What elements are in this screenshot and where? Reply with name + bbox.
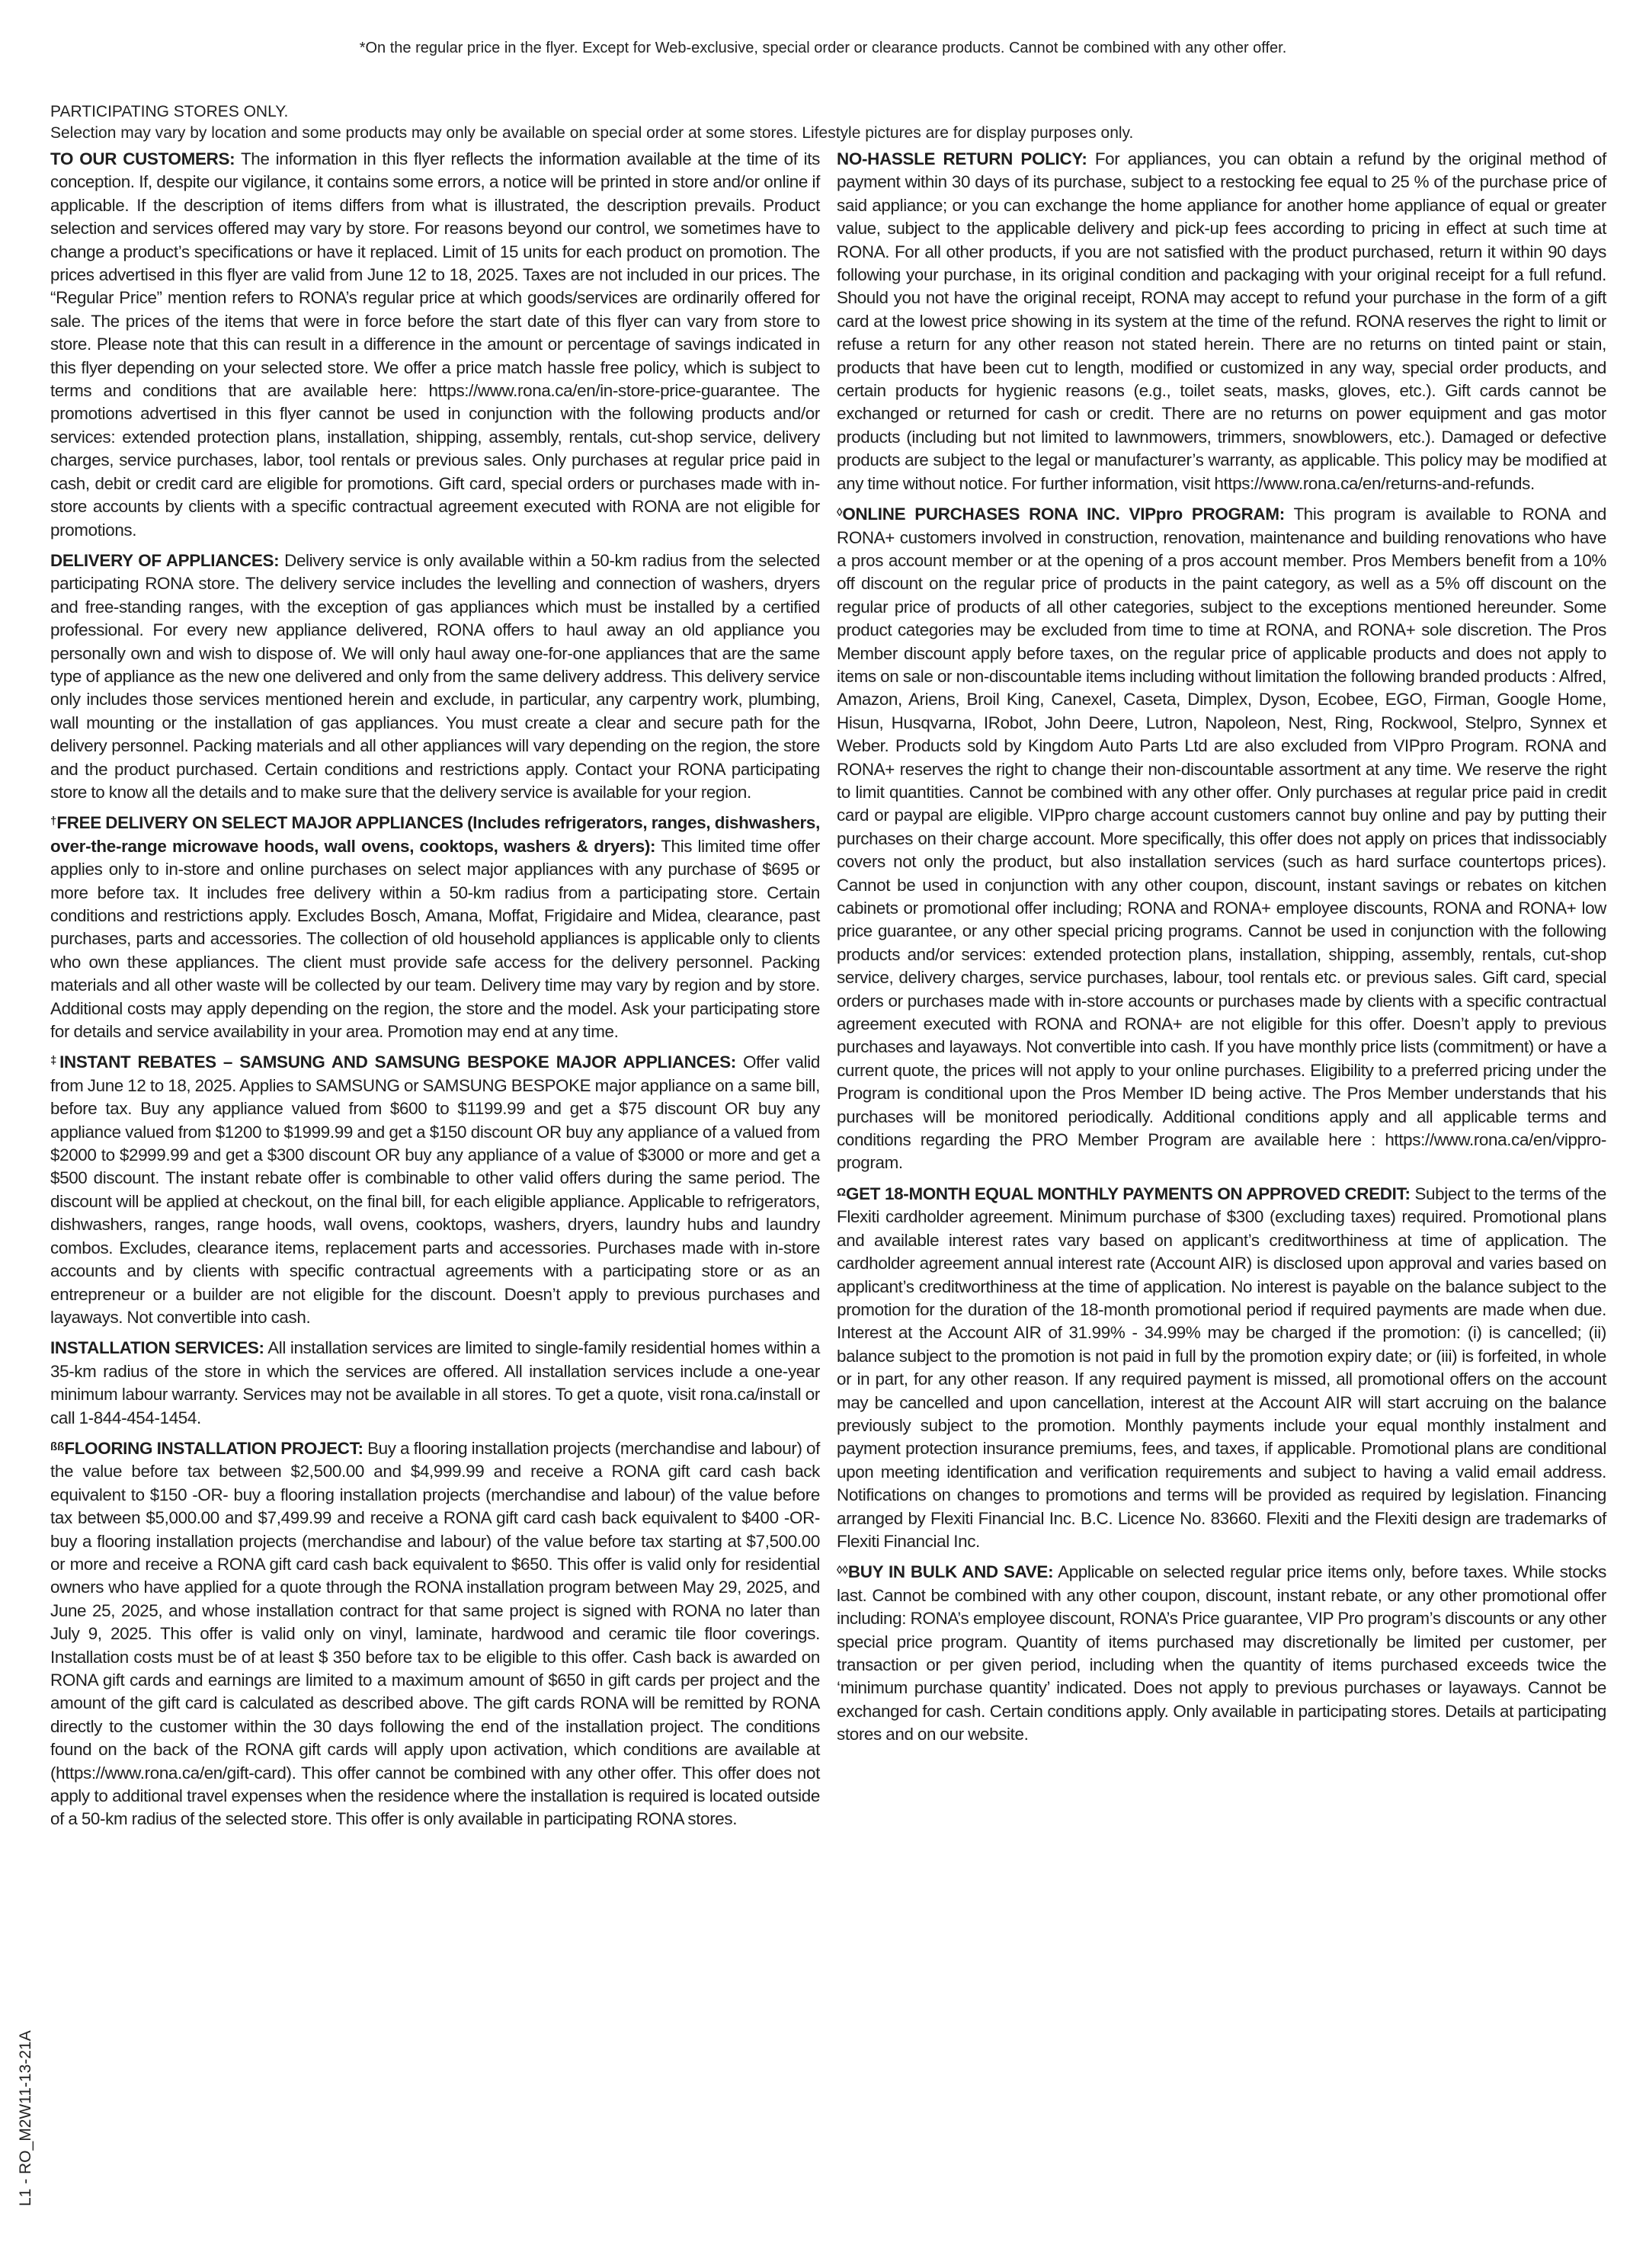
section-body: Subject to the terms of the Flexiti cardholder agreement. Minimum purchase of $300 (excluding taxes) required. Promotional plans and available interest rates vary based on applicant’s creditworthiness at time of application. The cardholder agreement annual interest rate (Account AIR) is disclosed upon approval and varies based on applicant’s creditworthiness at the time of application. No interest is payable on the balance subject to the promotion for the duration of the 18-month promotional period if required payments are made when due. Interest at the Account AIR of 31.99% - 34.99% may be charged if the promotion: (i) is cancelled; (ii) balance subject to the promotion is not paid in full by the promotion expiry date; or (iii) is forfeited, in whole or in part, for any other reason. If any required payment is missed, all promotional offers on the account may be cancelled and upon cancellation, interest at the Account AIR will start accruing on the balance previously subject to the promotion. Monthly payments include your equal monthly instalment and payment protection insurance premiums, fees, and taxes, if applicable. Promotional plans are conditional upon meeting identification and verification requirements and subject to having a valid email address. Notifications on changes to promotions and terms will be provided as required by legislation. Financing arranged by Flexiti Financial Inc. B.C. Licence No. 83660. Flexiti and the Flexiti design are trademarks of Flexiti Financial Inc. [837, 1184, 1606, 1551]
section-body: This program is available to RONA and RONA+ customers involved in construction, renovation, maintenance and building renovations who have a pros account member or at the opening of a pros account member. Pros Members benefit from a 10% off discount on the regular price of products in the paint category, as well as a 5% off discount on the regular price of products of all other categories, subject to the exceptions mentioned hereunder. Some product categories may be excluded from time to time at RONA, and RONA+ sole discretion. The Pros Member discount apply before taxes, on the regular price of applicable products and does not apply to items on sale or non-discountable items including without limitation the following branded products : Alfred, Amazon, Ariens, Broil King, Canexel, Caseta, Dimplex, Dyson, Ecobee, EGO, Firman, Google Home, Hisun, Husqvarna, IRobot, John Deere, Lutron, Napoleon, Nest, Ring, Rockwool, Stelpro, Synnex et Weber. Products sold by Kingdom Auto Parts Ltd are also excluded from VIPpro Program. RONA and RONA+ reserves the right to change their non-discountable assortment at any time. We reserve the right to limit quantities. Cannot be combined with any other offer. Only purchases at regular price paid in credit card or paypal are eligible. VIPpro charge account customers cannot buy online and pay by putting their purchases on their charge account. More specifically, this offer does not apply on prices that indissociably covers not only the product, but also installation services (such as hard surface countertops prices). Cannot be used in conjunction with any other coupon, discount, instant savings or rebates on kitchen cabinets or promotional offer including; RONA and RONA+ employee discounts, RONA and RONA+ low price guarantee, or any other special pricing programs. Cannot be used in conjunction with the following products and/or services: extended protection plans, installation, shipping, assembly, rentals, cut-shop service, delivery charges, service purchases, labour, tool rentals etc. or previous sales. Gift card, special orders or purchases made with in-store accounts or purchases made by clients with a specific contractual agreement executed with RONA and RONA+ are not eligible for this offer. Doesn’t apply to previous purchases and layaways. Not convertible into cash. If you have monthly price lists (commitment) or have a current quote, the prices will not apply to your online purchases. Eligibility to a preferred pricing under the Program is conditional upon the Pros Member ID being active. The Pros Member understands that his purchases will be monitored periodically. Additional conditions apply and all applicable terms and conditions regarding the PRO Member Program are available here : https://www.rona.ca/en/vippro-program. [837, 505, 1606, 1173]
section-title: GET 18-MONTH EQUAL MONTHLY PAYMENTS ON APPROVED CREDIT: [846, 1184, 1411, 1203]
section-title: TO OUR CUSTOMERS: [50, 149, 235, 168]
section-symbol: ◊ [837, 506, 843, 520]
selection-note: Selection may vary by location and some products may only be available on special order at some stores. Lifestyle pictures are for display purposes only. [50, 124, 1134, 142]
left-column [50, 146, 820, 1837]
section-body: Offer valid from June 12 to 18, 2025. Applies to SAMSUNG or SAMSUNG BESPOKE major appliance on a same bill, before tax. Buy any appliance valued from $600 to $1199.99 and get a $75 discount OR buy any appliance valued from $1200 to $1999.99 and get a $150 discount OR buy any appliance of a valued from $2000 to $2999.99 and get a $300 discount OR buy any appliance of a value of $3000 or more and get a $500 discount. The instant rebate offer is combinable to other valid offers during the same period. The discount will be applied at checkout, on the final bill, for each eligible appliance. Applicable to refrigerators, dishwashers, ranges, range hoods, wall ovens, cooktops, washers, dryers, laundry hubs and laundry combos. Excludes, clearance items, replacement parts and accessories. Purchases made with in-store accounts and by clients with specific contractual agreements with a participating store or as an entrepreneur or a builder are not eligible for the discount. Doesn’t apply to previous purchases and layaways. Not convertible into cash. [50, 1052, 820, 1327]
top-disclaimer: *On the regular price in the flyer. Except for Web-exclusive, special order or clearance products. Cannot be combined with any other offer. [359, 40, 1287, 56]
section-body: This limited time offer applies only to in-store and online purchases on select major appliances with any purchase of $695 or more before tax. It includes free delivery within a 50-km radius from a participating store. Certain conditions and restrictions apply. Excludes Bosch, Amana, Moffat, Frigidaire and Midea, clearance, past purchases, parts and accessories. The collection of old household appliances is applicable only to clients who own these appliances. The client must provide safe access for the delivery personnel. Packing materials and all other waste will be collected by our team. Delivery time may vary by region and by store. Additional costs may apply depending on the region, the store and the model. Ask your participating store for details and service availability in your area. Promotion may end at any time. [50, 836, 820, 1042]
section-delivery-of-appliances [50, 548, 820, 804]
section-buy-in-bulk [837, 1559, 1606, 1746]
section-title: ONLINE PURCHASES RONA INC. VIPpro PROGRAM: [842, 505, 1285, 524]
section-title: FLOORING INSTALLATION PROJECT: [64, 1438, 363, 1458]
section-title: FREE DELIVERY ON SELECT MAJOR APPLIANCES (Includes refrigerators, ranges, dishwashers, over-the-range microwave hoods, wall ovens, cooktops, washers & dryers): [50, 813, 821, 856]
section-body: Applicable on selected regular price items only, before taxes. While stocks last. Cannot be combined with any other coupon, discount, instant rebate, or any other promotional offer including: RONA’s employee discount, RONA’s Price guarantee, VIP Pro program’s discounts or any other special price program. Quantity of items purchased may discretionally be limited per customer, per transaction or per given period, including when the quantity of items purchased exceeds twice the ‘minimum purchase quantity’ indicated. Does not apply to previous purchases or layaways. Cannot be exchanged for cash. Certain conditions apply. Only available in participating stores. Details at participating stores and on our website. [837, 1562, 1607, 1744]
section-body: Delivery service is only available within a 50-km radius from the selected participating RONA store. The delivery service includes the levelling and connection of washers, dryers and free-standing ranges, with the exception of gas appliances which must be installed by a certified professional. For every new appliance delivered, RONA offers to haul away an old appliance you personally own and wish to dispose of. We will only haul away one-for-one appliances that are the same type of appliance as the new one delivered and only from the same delivery address. This delivery service only includes those services mentioned herein and exclude, in particular, any carpentry work, plumbing, wall mounting or the installation of gas appliances. You must create a clear and secure path for the delivery personnel. Packing materials and all other appliances will vary depending on the region, the store and the product purchased. Certain conditions and restrictions apply. Contact your RONA participating store to know all the details and to make sure that the delivery service is available for your region. [50, 550, 820, 802]
section-instant-rebates [50, 1049, 820, 1329]
section-symbol: ßß [50, 1440, 65, 1453]
section-installation-services [50, 1335, 820, 1430]
section-body: For appliances, you can obtain a refund by the original method of payment within 30 days of its purchase, subject to a restocking fee equal to 25 % of the purchase price of said appliance; or you can exchange the home appliance for another home appliance of equal or greater value, subject to the applicable delivery and pick-up fees according to pricing in effect at such time at RONA. For all other products, if you are not satisfied with the product purchased, return it within 90 days following your purchase, in its original condition and packaging with your original receipt for a full refund. Should you not have the original receipt, RONA may accept to refund your purchase in the form of a gift card at the lowest price showing in its system at the time of the refund. RONA reserves the right to limit or refuse a return for any other reason not stated herein. There are no returns on tinted paint or stain, products that have been cut to length, modified or customized in any way, special order products, and certain products for hygienic reasons (e.g., toilet seats, masks, gloves, etc.). Gift cards cannot be exchanged or returned for cash or credit. There are no returns on power equipment and gas motor products (including but not limited to lawnmowers, trimmers, snowblowers, etc.). Damaged or defective products are subject to the legal or manufacturer’s warranty, as applicable. This policy may be modified at any time without notice. For further information, visit https://www.rona.ca/en/returns-and-refunds. [837, 149, 1606, 493]
participating-stores-note: PARTICIPATING STORES ONLY. [50, 103, 289, 120]
section-symbol: † [50, 815, 57, 828]
section-body: All installation services are limited to single-family residential homes within a 35-km radius of the store in which the services are offered. All installation services include a one-year minimum labour warranty. Services may not be available in all stores. To get a quote, visit rona.ca/install or call 1-844-454-1454. [50, 1338, 820, 1427]
section-symbol: ◊◊ [837, 1564, 848, 1578]
section-title: INSTALLATION SERVICES: [50, 1338, 264, 1358]
section-to-our-customers [50, 146, 820, 542]
section-symbol: Ω [837, 1185, 847, 1199]
section-title: NO-HASSLE RETURN POLICY: [837, 149, 1087, 168]
section-title: INSTANT REBATES – SAMSUNG AND SAMSUNG BESPOKE MAJOR APPLIANCES: [59, 1052, 736, 1072]
section-title: DELIVERY OF APPLIANCES: [50, 550, 280, 570]
section-monthly-payments [837, 1181, 1606, 1554]
section-free-delivery [50, 810, 820, 1043]
section-return-policy [837, 146, 1606, 495]
section-symbol: ‡ [50, 1054, 60, 1068]
section-vippro-program [837, 501, 1606, 1175]
section-body: Buy a flooring installation projects (merchandise and labour) of the value before tax between $2,500.00 and $4,999.99 and receive a RONA gift card cash back equivalent to $150 -OR- buy a flooring installation projects (merchandise and labour) of the value before tax between $5,000.00 and $7,499.99 and receive a RONA gift card cash back equivalent to $400 -OR- buy a flooring installation projects (merchandise and labour) of the value before tax starting at $7,500.00 or more and receive a RONA gift card cash back equivalent to $650. This offer is valid only for residential owners who have applied for a quote through the RONA installation program between May 29, 2025, and June 25, 2025, and whose installation contract for that same project is signed with RONA no later than July 9, 2025. This offer is valid only on vinyl, laminate, hardwood and ceramic tile floor coverings. Installation costs must be of at least $ 350 before tax to be eligible to this offer. Cash back is awarded on RONA gift cards and earnings are limited to a maximum amount of $650 in gift cards per project and the amount of the gift card is calculated as described above. The gift cards RONA will be remitted by RONA directly to the customer within the 30 days following the end of the installation project. The conditions found on the back of the RONA gift cards will apply upon activation, which conditions are available at (https://www.rona.ca/en/gift-card). This offer cannot be combined with any other offer. This offer does not apply to additional travel expenses when the residence where the installation is required is located outside of a 50-km radius of the selected store. This offer is only available in participating RONA stores. [50, 1438, 820, 1829]
right-column [837, 146, 1606, 1753]
section-body: The information in this flyer reflects the information available at the time of its conception. If, despite our vigilance, it contains some errors, a notice will be printed in store and/or online if applicable. If the description of items differs from what is illustrated, the description prevails. Product selection and services offered may vary by store. For reasons beyond our control, we sometimes have to change a product’s specifications or have it replaced. Limit of 15 units for each product on promotion. The prices advertised in this flyer are valid from June 12 to 18, 2025. Taxes are not included in our prices. The “Regular Price” mention refers to RONA’s regular price at which goods/services are ordinarily offered for sale. The prices of the items that were in force before the start date of this flyer can vary from store to store. Please note that this can result in a difference in the amount or percentage of savings indicated in this flyer depending on your selected store. We offer a price match hassle free policy, which is subject to terms and conditions that are available here: https://www.rona.ca/en/in-store-price-guarantee. The promotions advertised in this flyer cannot be used in conjunction with the following products and/or services: extended protection plans, installation, shipping, assembly, rentals, cut-shop service, delivery charges, service purchases, labor, tool rentals or previous sales. Only purchases at regular price paid in cash, debit or credit card are eligible for promotions. Gift card, special orders or purchases made with in-store accounts by clients with a specific contractual agreement executed with RONA are not eligible for promotions. [50, 149, 820, 540]
section-flooring-installation [50, 1436, 820, 1831]
flyer-code: L1 - RO_M2W11-13-21A [17, 2030, 34, 2206]
section-title: BUY IN BULK AND SAVE: [847, 1562, 1054, 1582]
